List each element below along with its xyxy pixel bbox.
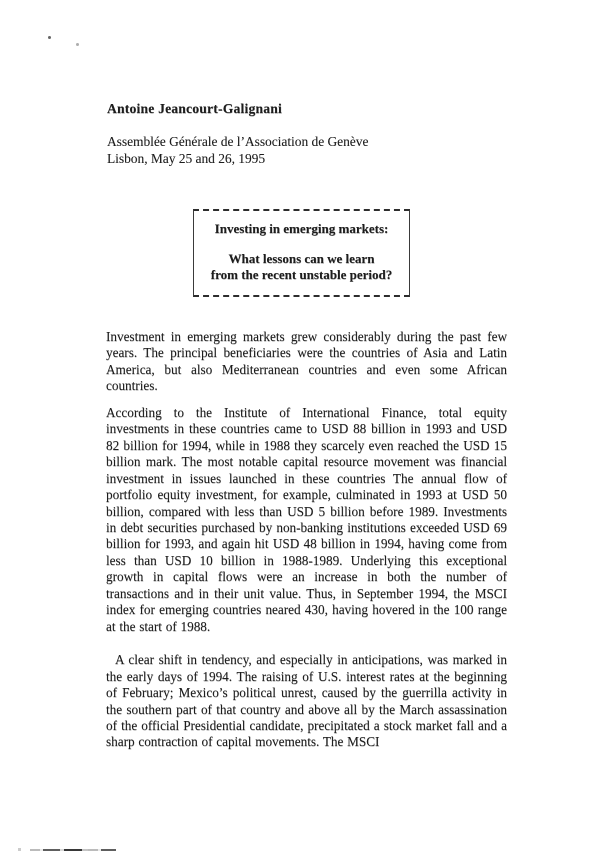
- document-subtitle: [194, 251, 409, 282]
- paragraph-1994-shift: A clear shift in tendency, and especially in anticipations, was marked in the early days of 1994. The raising of U.S. interest rates at the beginning of February; Mexico’s political unrest, caused by the guerrilla activity in the southern part of that country and above all by the March assassination of the official Presidential candidate, precipitated a stock market fall and a sharp contraction of capital movements. The MSCI: [106, 652, 507, 750]
- paragraph-iif-figures: According to the Institute of International Finance, total equity investments in these countries came to USD 88 billion in 1993 and USD 82 billion for 1994, while in 1988 they scarcely even reached the USD 15 billion mark. The most notable capital resource movement was financial investment in issues launched in these countries The annual flow of portfolio equity investment, for example, culminated in 1993 at USD 50 billion, compared with less than USD 5 billion before 1989. Investments in debt securities purchased by non-banking institutions exceeded USD 69 billion for 1993, and again hit USD 48 billion in 1994, having come from less than USD 10 billion in 1988-1989. Underlying this exceptional growth in capital flows were an increase in both the number of transactions and in their unit value. Thus, in September 1994, the MSCI index for emerging countries neared 430, having hovered in the 100 range at the start of 1988.: [106, 404, 507, 634]
- document-header: [107, 101, 368, 167]
- scan-speck: [76, 43, 79, 46]
- paragraph-investment-growth: Investment in emerging markets grew considerably during the past few years. The principal beneficiaries were the countries of Asia and Latin America, but also Mediterranean countries and even some African countries.: [106, 329, 507, 394]
- scan-speck: [18, 848, 21, 851]
- event-name: Assemblée Générale de l’Association de Genève: [107, 134, 369, 149]
- scan-artifact-line: [30, 849, 116, 851]
- document-body: [106, 329, 507, 751]
- event-location-date: Lisbon, May 25 and 26, 1995: [107, 150, 266, 166]
- document-subtitle-line1: What lessons can we learn: [228, 251, 375, 266]
- title-box: [193, 209, 410, 297]
- scan-speck: [48, 36, 51, 39]
- document-subtitle-line2: from the recent unstable period?: [210, 266, 393, 282]
- author-name: Antoine Jeancourt-Galignani: [107, 101, 282, 116]
- document-title: Investing in emerging markets:: [214, 221, 389, 236]
- event-details: [107, 134, 368, 167]
